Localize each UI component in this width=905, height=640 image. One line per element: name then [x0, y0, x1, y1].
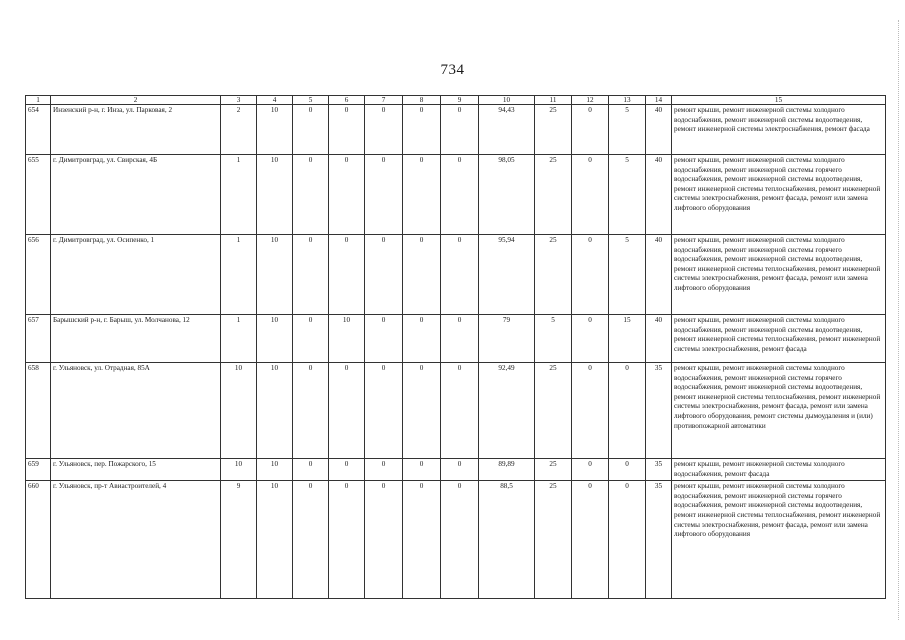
row-number: 657 [26, 315, 51, 363]
value-cell: 0 [572, 105, 609, 155]
value-cell: 25 [535, 363, 572, 459]
works-cell: ремонт крыши, ремонт инженерной системы холодного водоснабжения, ремонт инженерной системы горячего водоснабжения, ремонт инженерной системы водоотведения, ремонт инженерной системы теплоснабжения, ремонт инженерной системы электроснабжения, ремонт фасада, ремонт или замена лифтового оборудования [672, 481, 886, 599]
value-cell: 0 [365, 459, 403, 481]
value-cell: 0 [293, 315, 329, 363]
value-cell: 25 [535, 235, 572, 315]
value-cell: 5 [609, 235, 646, 315]
value-cell: 0 [441, 155, 479, 235]
works-cell: ремонт крыши, ремонт инженерной системы холодного водоснабжения, ремонт фасада [672, 459, 886, 481]
value-cell: 1 [221, 155, 257, 235]
works-cell: ремонт крыши, ремонт инженерной системы холодного водоснабжения, ремонт инженерной системы водоотведения, ремонт инженерной системы теплоснабжения, ремонт инженерной системы электроснабжения, ремонт фасада [672, 315, 886, 363]
table-row [26, 481, 886, 599]
value-cell: 0 [441, 105, 479, 155]
value-cell: 25 [535, 459, 572, 481]
value-cell: 0 [441, 315, 479, 363]
value-cell: 35 [646, 481, 672, 599]
value-cell: 10 [221, 459, 257, 481]
value-cell: 5 [535, 315, 572, 363]
value-cell: 92,49 [479, 363, 535, 459]
value-cell: 40 [646, 315, 672, 363]
column-header: 5 [293, 96, 329, 105]
value-cell: 25 [535, 155, 572, 235]
value-cell: 0 [329, 155, 365, 235]
table-row [26, 315, 886, 363]
row-number: 660 [26, 481, 51, 599]
value-cell: 0 [441, 235, 479, 315]
value-cell: 0 [365, 235, 403, 315]
header-row [26, 96, 886, 105]
value-cell: 0 [293, 105, 329, 155]
column-header: 2 [51, 96, 221, 105]
value-cell: 15 [609, 315, 646, 363]
value-cell: 88,5 [479, 481, 535, 599]
address-cell: г. Димитровград, ул. Свирская, 4Б [51, 155, 221, 235]
value-cell: 0 [609, 481, 646, 599]
column-header: 3 [221, 96, 257, 105]
value-cell: 0 [609, 459, 646, 481]
column-header: 7 [365, 96, 403, 105]
value-cell: 0 [403, 315, 441, 363]
value-cell: 25 [535, 481, 572, 599]
value-cell: 0 [329, 481, 365, 599]
row-number: 654 [26, 105, 51, 155]
row-number: 658 [26, 363, 51, 459]
value-cell: 0 [293, 235, 329, 315]
value-cell: 0 [572, 315, 609, 363]
value-cell: 0 [329, 459, 365, 481]
value-cell: 95,94 [479, 235, 535, 315]
works-cell: ремонт крыши, ремонт инженерной системы холодного водоснабжения, ремонт инженерной системы водоотведения, ремонт инженерной системы электроснабжения, ремонт фасада [672, 105, 886, 155]
address-cell: г. Ульяновск, пр-т Авиастроителей, 4 [51, 481, 221, 599]
value-cell: 0 [441, 481, 479, 599]
row-number: 656 [26, 235, 51, 315]
value-cell: 0 [293, 155, 329, 235]
value-cell: 0 [365, 105, 403, 155]
value-cell: 0 [329, 235, 365, 315]
address-cell: Барышский р-н, г. Барыш, ул. Молчанова, 12 [51, 315, 221, 363]
column-header: 6 [329, 96, 365, 105]
row-number: 655 [26, 155, 51, 235]
value-cell: 25 [535, 105, 572, 155]
value-cell: 10 [329, 315, 365, 363]
value-cell: 40 [646, 105, 672, 155]
value-cell: 2 [221, 105, 257, 155]
value-cell: 98,05 [479, 155, 535, 235]
value-cell: 0 [365, 481, 403, 599]
table-row [26, 459, 886, 481]
value-cell: 0 [609, 363, 646, 459]
page-number: 734 [440, 62, 465, 78]
value-cell: 0 [293, 481, 329, 599]
value-cell: 0 [572, 235, 609, 315]
value-cell: 0 [403, 363, 441, 459]
value-cell: 0 [403, 481, 441, 599]
value-cell: 0 [403, 155, 441, 235]
column-header: 11 [535, 96, 572, 105]
works-cell: ремонт крыши, ремонт инженерной системы холодного водоснабжения, ремонт инженерной системы горячего водоснабжения, ремонт инженерной системы водоотведения, ремонт инженерной системы теплоснабжения, ремонт инженерной системы электроснабжения, ремонт фасада, ремонт или замена лифтового оборудования [672, 235, 886, 315]
works-cell: ремонт крыши, ремонт инженерной системы холодного водоснабжения, ремонт инженерной системы горячего водоснабжения, ремонт инженерной системы водоотведения, ремонт инженерной системы теплоснабжения, ремонт инженерной системы электроснабжения, ремонт фасада, ремонт или замена лифтового оборудования, ремонт системы дымоудаления и (или) противопожарной автоматики [672, 363, 886, 459]
table-row [26, 155, 886, 235]
value-cell: 0 [572, 363, 609, 459]
value-cell: 10 [257, 155, 293, 235]
row-number: 659 [26, 459, 51, 481]
page-edge-line [897, 20, 899, 620]
address-cell: г. Димитровград, ул. Осипенко, 1 [51, 235, 221, 315]
value-cell: 40 [646, 235, 672, 315]
value-cell: 1 [221, 235, 257, 315]
value-cell: 1 [221, 315, 257, 363]
value-cell: 9 [221, 481, 257, 599]
works-cell: ремонт крыши, ремонт инженерной системы холодного водоснабжения, ремонт инженерной системы горячего водоснабжения, ремонт инженерной системы водоотведения, ремонт инженерной системы теплоснабжения, ремонт инженерной системы электроснабжения, ремонт фасада, ремонт или замена лифтового оборудования [672, 155, 886, 235]
column-header: 14 [646, 96, 672, 105]
column-header: 10 [479, 96, 535, 105]
value-cell: 10 [257, 363, 293, 459]
column-header: 13 [609, 96, 646, 105]
value-cell: 0 [365, 363, 403, 459]
value-cell: 94,43 [479, 105, 535, 155]
column-header: 1 [26, 96, 51, 105]
column-header: 4 [257, 96, 293, 105]
value-cell: 0 [441, 459, 479, 481]
table-row [26, 235, 886, 315]
value-cell: 10 [257, 481, 293, 599]
table-row [26, 363, 886, 459]
value-cell: 35 [646, 459, 672, 481]
value-cell: 35 [646, 363, 672, 459]
column-header: 8 [403, 96, 441, 105]
value-cell: 10 [221, 363, 257, 459]
value-cell: 0 [293, 363, 329, 459]
column-header: 12 [572, 96, 609, 105]
value-cell: 79 [479, 315, 535, 363]
value-cell: 0 [403, 235, 441, 315]
address-cell: г. Ульяновск, пер. Пожарского, 15 [51, 459, 221, 481]
value-cell: 40 [646, 155, 672, 235]
value-cell: 10 [257, 235, 293, 315]
value-cell: 10 [257, 459, 293, 481]
value-cell: 10 [257, 105, 293, 155]
value-cell: 0 [572, 481, 609, 599]
address-cell: г. Ульяновск, ул. Отрадная, 85А [51, 363, 221, 459]
value-cell: 0 [329, 363, 365, 459]
column-header: 9 [441, 96, 479, 105]
value-cell: 0 [572, 459, 609, 481]
address-cell: Инзенский р-н, г. Инза, ул. Парковая, 2 [51, 105, 221, 155]
value-cell: 5 [609, 105, 646, 155]
value-cell: 0 [365, 315, 403, 363]
value-cell: 0 [365, 155, 403, 235]
value-cell: 89,89 [479, 459, 535, 481]
value-cell: 0 [403, 105, 441, 155]
table-row [26, 105, 886, 155]
value-cell: 0 [329, 105, 365, 155]
value-cell: 0 [572, 155, 609, 235]
value-cell: 0 [403, 459, 441, 481]
value-cell: 5 [609, 155, 646, 235]
column-header: 15 [672, 96, 886, 105]
data-table [25, 95, 886, 599]
value-cell: 0 [293, 459, 329, 481]
value-cell: 0 [441, 363, 479, 459]
value-cell: 10 [257, 315, 293, 363]
